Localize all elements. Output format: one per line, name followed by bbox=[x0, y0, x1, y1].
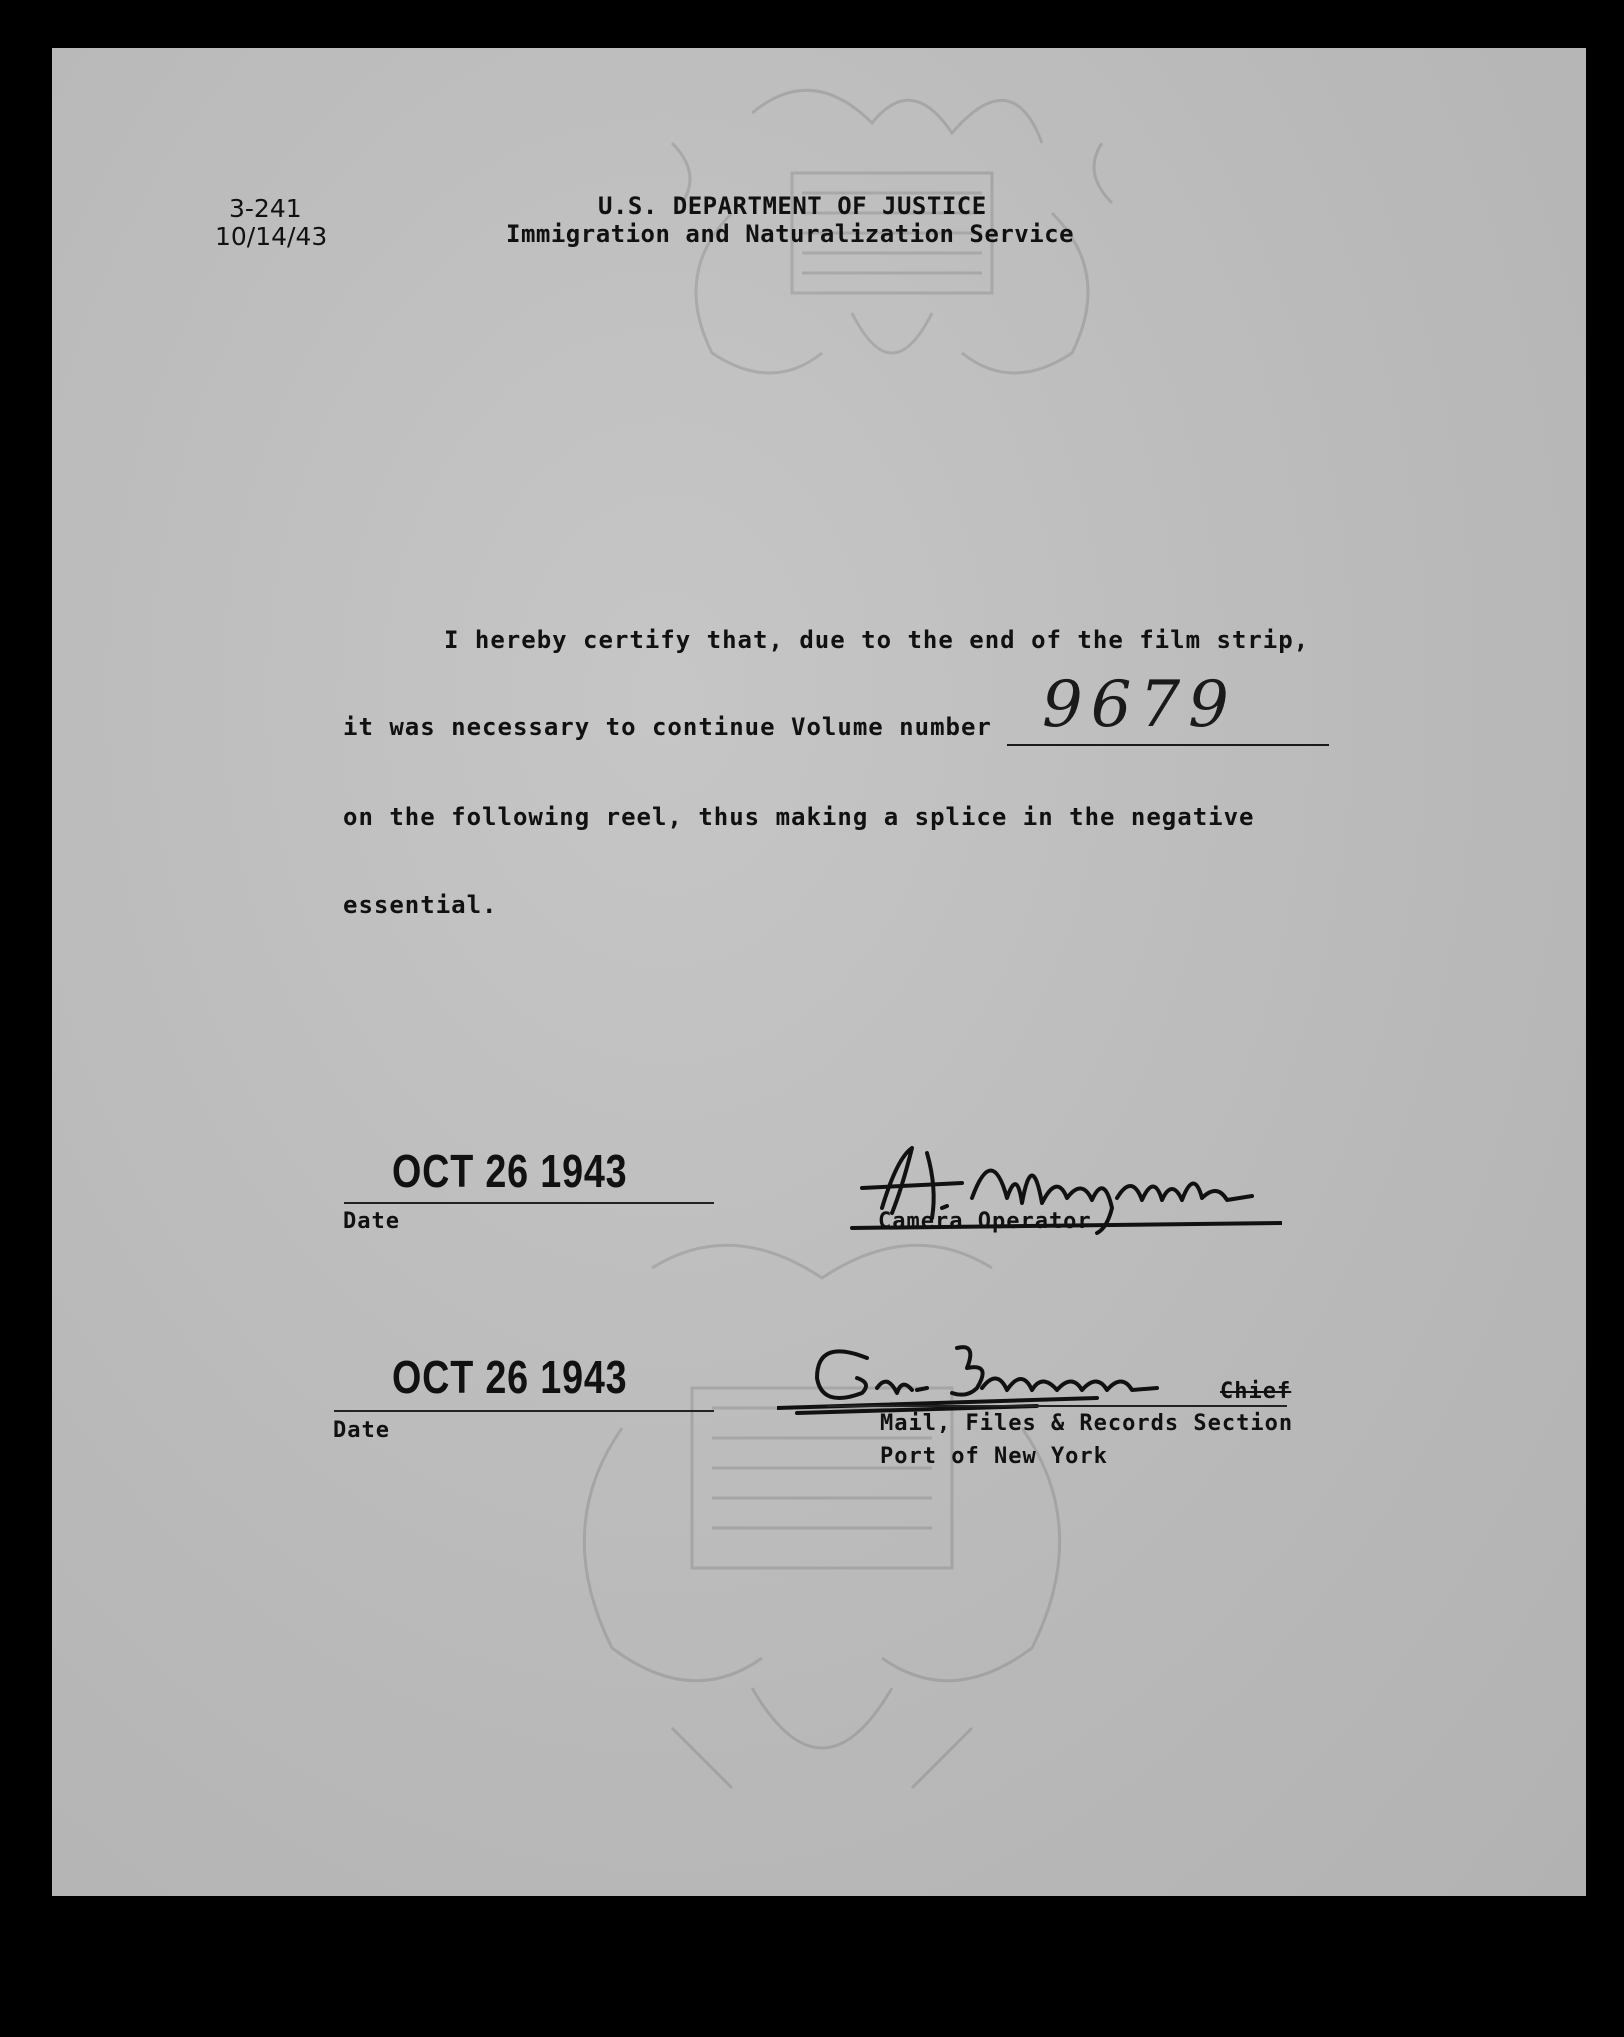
volume-number: 9679 bbox=[1042, 668, 1237, 742]
date-label-2: Date bbox=[333, 1418, 390, 1443]
certification-line-1: I hereby certify that, due to the end of the film strip, bbox=[444, 626, 1310, 654]
seal-watermark-bottom bbox=[532, 1208, 1112, 1828]
service-heading: Immigration and Naturalization Service bbox=[506, 220, 1075, 248]
camera-operator-title: Camera Operator bbox=[878, 1209, 1092, 1234]
section-name-line-2: Port of New York bbox=[880, 1444, 1108, 1469]
document-page bbox=[52, 48, 1586, 1896]
chief-signature-line bbox=[827, 1405, 1287, 1407]
date-label-1: Date bbox=[343, 1209, 400, 1234]
date-stamp-2: OCT 26 1943 bbox=[392, 1351, 628, 1403]
volume-number-underline bbox=[1007, 744, 1329, 746]
chief-title: Chief bbox=[1220, 1379, 1292, 1404]
certification-line-2: it was necessary to continue Volume number bbox=[343, 713, 992, 741]
date-line-1 bbox=[344, 1202, 714, 1204]
certification-line-3: on the following reel, thus making a splice in the negative bbox=[343, 803, 1255, 831]
department-heading: U.S. DEPARTMENT OF JUSTICE bbox=[598, 192, 987, 220]
date-line-2 bbox=[334, 1410, 714, 1412]
form-date: 10/14/43 bbox=[215, 222, 328, 251]
form-number: 3-241 bbox=[229, 194, 302, 223]
certification-line-4: essential. bbox=[343, 891, 498, 919]
section-name-line-1: Mail, Files & Records Section bbox=[880, 1411, 1294, 1436]
date-stamp-1: OCT 26 1943 bbox=[392, 1145, 628, 1197]
